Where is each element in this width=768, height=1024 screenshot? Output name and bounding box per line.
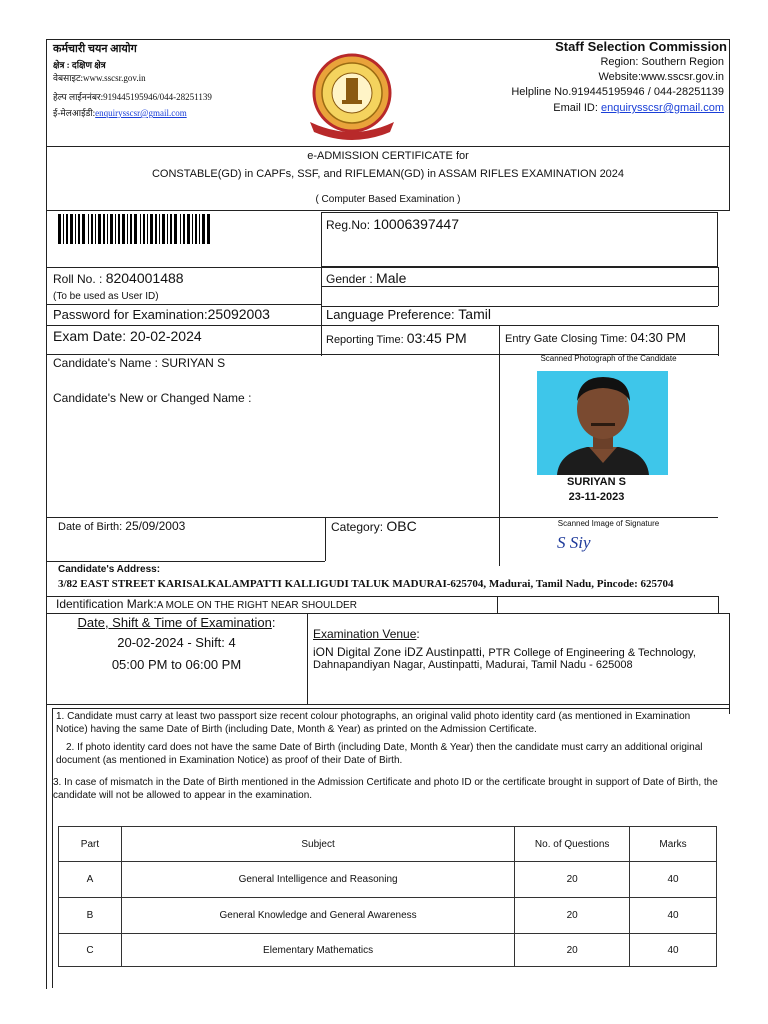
venue-name: iON Digital Zone iDZ Austinpatti, [313, 645, 489, 659]
rule-schedule-top [46, 613, 730, 614]
row-a-marks: 40 [630, 862, 717, 898]
gate-value: 04:30 PM [630, 330, 686, 345]
form-left-border [46, 211, 47, 616]
category-label: Category: [331, 520, 387, 534]
email-label: Email ID: [553, 102, 601, 114]
password-value: 25092003 [207, 306, 270, 322]
row-c-marks: 40 [630, 934, 717, 967]
row-b-subject: General Knowledge and General Awareness [121, 898, 514, 934]
instruction-3: 3. In case of mismatch in the Date of Birth mentioned in the Admission Certificate and photo ID or the certificate brought in support of Date of Birth, the candidate will not be allowed to appear in the examination. [53, 777, 718, 801]
gender-value: Male [376, 270, 407, 286]
roll-value: 8204001488 [105, 270, 184, 286]
reporting-row [326, 330, 467, 346]
roll-label: Roll No. : [53, 272, 106, 286]
language-value: Tamil [458, 306, 491, 322]
reporting-value: 03:45 PM [406, 330, 467, 346]
schedule-date-shift: 20-02-2024 - Shift: 4 [117, 635, 236, 650]
venue-address-1: PTR College of Engineering & Technology, [488, 647, 696, 659]
category-value: OBC [386, 518, 417, 534]
barcode-image [58, 214, 210, 244]
header-subject: Subject [121, 827, 514, 862]
password-label: Password for Examination: [53, 307, 208, 322]
org-name: Staff Selection Commission [555, 39, 727, 54]
instructions-right-stub [729, 704, 730, 714]
venue-colon: : [416, 627, 420, 641]
header-questions: No. of Questions [515, 827, 630, 862]
roll-row [53, 270, 184, 286]
row-c-questions: 20 [515, 934, 630, 967]
id-mark-value: A MOLE ON THE RIGHT NEAR SHOULDER [156, 600, 357, 611]
dob-row [58, 519, 185, 533]
title-line-2: CONSTABLE(GD) in CAPFs, SSF, and RIFLEMAN(GD) in ASSAM RIFLES EXAMINATION 2024 [151, 168, 625, 180]
table-row [59, 862, 717, 898]
col-divider-category [325, 517, 326, 561]
title-bottom-rule [46, 210, 730, 211]
candidate-photo [537, 371, 668, 475]
photo-label: Scanned Photograph of the Candidate [540, 354, 677, 363]
reporting-label: Reporting Time: [326, 334, 407, 346]
instructions-outer-left [46, 704, 47, 989]
col-divider-gate [499, 325, 500, 356]
signature-label: Scanned Image of Signature [557, 519, 660, 528]
col-divider-photo [499, 354, 500, 566]
gender-row [326, 270, 406, 286]
changed-name-label: Candidate's New or Changed Name : [53, 391, 252, 405]
schedule-label: Date, Shift & Time of Examination [77, 615, 272, 630]
helpline: Helpline No.919445195946 / 044-28251139 [511, 86, 724, 98]
reg-no-label: Reg.No: [326, 218, 374, 232]
hindi-email-link[interactable]: enquirysscsr@gmail.com [95, 108, 187, 118]
subjects-table [58, 826, 717, 967]
hindi-org-name: कर्मचारी चयन आयोग [53, 43, 137, 55]
reg-no-row [326, 216, 459, 232]
name-label: Candidate's Name : [53, 356, 162, 370]
hindi-email-label: ई-मेलआईडी: [53, 108, 96, 118]
col-divider-id-mark [497, 596, 498, 614]
instruction-2: 2. If photo identity card does not have the same Date of Birth (including Date, Month & Year) then the candidate must carry an additional original document (as mentioned in Examination Notice) as proof of their Date of Birth. [56, 742, 703, 766]
photo-date: 23-11-2023 [568, 491, 625, 503]
venue-address-2: Dahnapandiyan Nagar, Austinpatti, Madurai, Tamil Nadu - 625008 [313, 659, 633, 671]
name-row [53, 356, 225, 370]
header-marks: Marks [630, 827, 717, 862]
schedule-venue-divider [307, 613, 308, 705]
row-c-subject: Elementary Mathematics [121, 934, 514, 967]
exam-date-value: 20-02-2024 [130, 328, 202, 344]
hindi-helpline: हेल्प लाईननंबर:919445195946/044-28251139 [53, 92, 212, 102]
email-row [553, 102, 724, 114]
rule-language-bottom [321, 306, 718, 307]
exam-date-row [53, 328, 202, 344]
id-mark-row [56, 597, 357, 611]
hindi-email-row [53, 106, 187, 119]
gate-label: Entry Gate Closing Time: [505, 333, 631, 345]
title-line-3: ( Computer Based Examination ) [315, 194, 461, 205]
dob-label: Date of Birth: [58, 521, 126, 533]
schedule-time: 05:00 PM to 06:00 PM [111, 657, 242, 672]
rule-address-top [46, 561, 325, 562]
address-label: Candidate's Address: [58, 564, 161, 575]
col-divider-1 [321, 267, 322, 356]
schedule-heading-row [46, 615, 307, 630]
title-line-1: e-ADMISSION CERTIFICATE for [307, 150, 469, 162]
language-label: Language Preference: [326, 307, 459, 322]
row-a-questions: 20 [515, 862, 630, 898]
instruction-1: 1. Candidate must carry at least two passport size recent colour photographs, an original valid photo identity card (as mentioned in Examination Notice) having the same Date of Birth (including Date, Month & Year) as printed on the Admission Certificate. [56, 711, 691, 735]
name-value: SURIYAN S [161, 356, 226, 370]
password-row [53, 306, 270, 322]
rule-exam-date-top [46, 325, 718, 326]
email-link[interactable]: enquirysscsr@gmail.com [600, 102, 724, 114]
row-b-questions: 20 [515, 898, 630, 934]
table-row [59, 898, 717, 934]
col-divider-right-1 [718, 267, 719, 306]
row-a-part: A [59, 862, 122, 898]
col-divider-right-2 [718, 325, 719, 356]
hindi-website: वेबसाइट:www.sscsr.gov.in [53, 73, 146, 83]
rule-schedule-bottom [46, 704, 730, 705]
header-part: Part [59, 827, 122, 862]
reg-no-value: 10006397447 [373, 216, 460, 232]
row-a-subject: General Intelligence and Reasoning [121, 862, 514, 898]
category-row [331, 518, 417, 534]
id-mark-label: Identification Mark: [56, 597, 157, 611]
row-c-part: C [59, 934, 122, 967]
venue-right-border [729, 613, 730, 705]
website: Website:www.sscsr.gov.in [598, 71, 724, 83]
rule-roll-top [46, 267, 718, 268]
address-value: 3/82 EAST STREET KARISALKALAMPATTI KALLIGUDI TALUK MADURAI-625704, Madurai, Tamil Nadu, Pincode: 625704 [58, 578, 674, 590]
language-row [326, 306, 491, 322]
signature-image: S Siy [557, 533, 591, 552]
row-b-marks: 40 [630, 898, 717, 934]
row-b-part: B [59, 898, 122, 934]
roll-note: (To be used as User ID) [53, 291, 159, 302]
exam-date-label: Exam Date: [53, 328, 131, 344]
rule-password-top [46, 304, 321, 305]
venue-label: Examination Venue [313, 627, 417, 641]
gender-label: Gender : [326, 272, 377, 286]
hindi-region: क्षेत्र : दक्षिण क्षेत्र [53, 60, 106, 70]
venue-heading-row [313, 627, 420, 641]
region: Region: Southern Region [600, 56, 724, 68]
table-row [59, 934, 717, 967]
gate-row [505, 330, 686, 345]
subjects-header-row [59, 827, 717, 862]
col-divider-right-id [718, 596, 719, 614]
dob-value: 25/09/2003 [125, 519, 186, 533]
schedule-colon: : [271, 615, 276, 630]
rule-gender-bottom [321, 286, 718, 287]
photo-name: SURIYAN S [567, 476, 626, 488]
ssc-logo [302, 50, 402, 142]
